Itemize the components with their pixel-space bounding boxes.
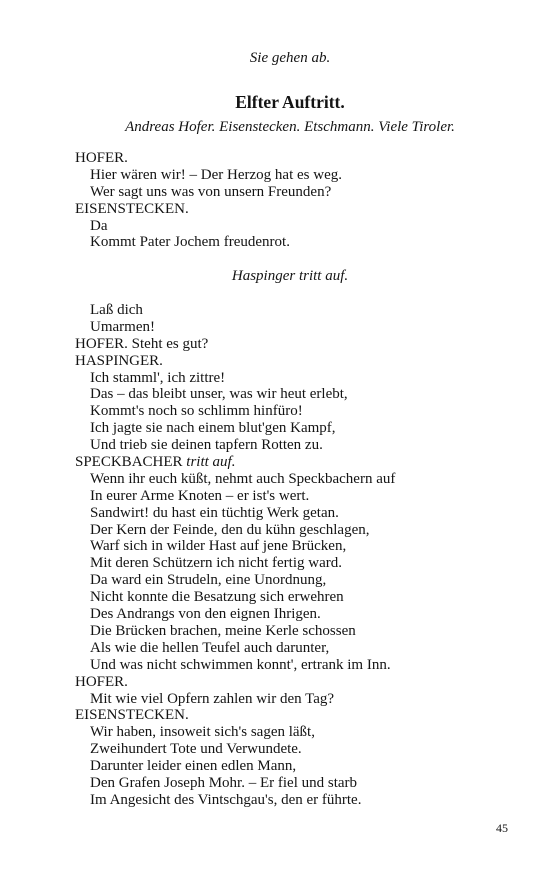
speaker-entrance-line bbox=[75, 454, 515, 471]
verse-line: Als wie die hellen Teufel auch darunter, bbox=[90, 639, 330, 656]
verse-line: Den Grafen Joseph Mohr. – Er fiel und starb bbox=[90, 774, 358, 791]
verse-line: In eurer Arme Knoten – er ist's wert. bbox=[90, 487, 310, 504]
verse-line: Wer sagt uns was von unsern Freunden? bbox=[90, 183, 332, 200]
verse-line: Laß dich bbox=[90, 302, 143, 319]
verse-line: Der Kern der Feinde, den du kühn geschlagen, bbox=[90, 521, 370, 538]
speaker-line: EISENSTECKEN. bbox=[75, 200, 189, 217]
verse-line: Mit wie viel Opfern zahlen wir den Tag? bbox=[90, 690, 335, 707]
stage-direction: tritt auf. bbox=[186, 454, 236, 471]
verse-line: Die Brücken brachen, meine Kerle schossen bbox=[90, 622, 356, 639]
verse-line: Wenn ihr euch küßt, nehmt auch Speckbachern auf bbox=[90, 470, 396, 487]
verse-line: Nicht konnte die Besatzung sich erwehren bbox=[90, 589, 344, 606]
verse-line: Da bbox=[90, 217, 108, 234]
blank-line bbox=[75, 251, 515, 268]
verse-line: Das – das bleibt unser, was wir heut erlebt, bbox=[90, 386, 348, 403]
blank-line bbox=[75, 285, 515, 302]
scene-characters: Andreas Hofer. Eisenstecken. Etschmann. Viele Tiroler. bbox=[125, 119, 455, 135]
speaker-name: SPECKBACHER bbox=[75, 454, 183, 471]
verse-line: Kommt Pater Jochem freudenrot. bbox=[90, 234, 290, 251]
verse-line: Ich jagte sie nach einem blut'gen Kampf, bbox=[90, 420, 336, 437]
verse-line: Hier wären wir! – Der Herzog hat es weg. bbox=[90, 166, 342, 183]
dialogue-block bbox=[75, 150, 515, 809]
speaker-line: HOFER. bbox=[75, 150, 128, 166]
page-number: 45 bbox=[496, 821, 508, 835]
speaker-line: HASPINGER. bbox=[75, 352, 163, 369]
verse-line: Wir haben, insoweit sich's sagen läßt, bbox=[90, 724, 315, 741]
verse-line: Darunter leider einen edlen Mann, bbox=[90, 758, 297, 775]
verse-line: Und was nicht schwimmen konnt', ertrank im Inn. bbox=[90, 656, 391, 673]
verse-line: Mit deren Schützern ich nicht fertig ward. bbox=[90, 555, 342, 572]
verse-line: Da ward ein Strudeln, eine Unordnung, bbox=[90, 572, 327, 589]
verse-line: Warf sich in wilder Hast auf jene Brücken, bbox=[90, 538, 347, 555]
verse-line: Kommt's noch so schlimm hinfüro! bbox=[90, 403, 303, 420]
scene-title: Elfter Auftritt. bbox=[235, 92, 345, 112]
speaker-line: EISENSTECKEN. bbox=[75, 707, 189, 724]
stage-direction-exit: Sie gehen ab. bbox=[249, 50, 331, 66]
verse-line: Des Andrangs von den eignen Ihrigen. bbox=[90, 606, 321, 623]
verse-line: Und trieb sie deinen tapfern Rotten zu. bbox=[90, 437, 323, 454]
verse-line: Sandwirt! du hast ein tüchtig Werk getan. bbox=[90, 504, 339, 521]
stage-direction: Haspinger tritt auf. bbox=[231, 268, 349, 285]
verse-line: Umarmen! bbox=[90, 318, 155, 335]
speaker-line: HOFER. bbox=[75, 673, 128, 690]
speaker-line: HOFER. Steht es gut? bbox=[75, 335, 209, 352]
verse-line: Ich stamml', ich zittre! bbox=[90, 369, 226, 386]
verse-line: Im Angesicht des Vintschgau's, den er führte. bbox=[90, 791, 362, 808]
verse-line: Zweihundert Tote und Verwundete. bbox=[90, 741, 302, 758]
